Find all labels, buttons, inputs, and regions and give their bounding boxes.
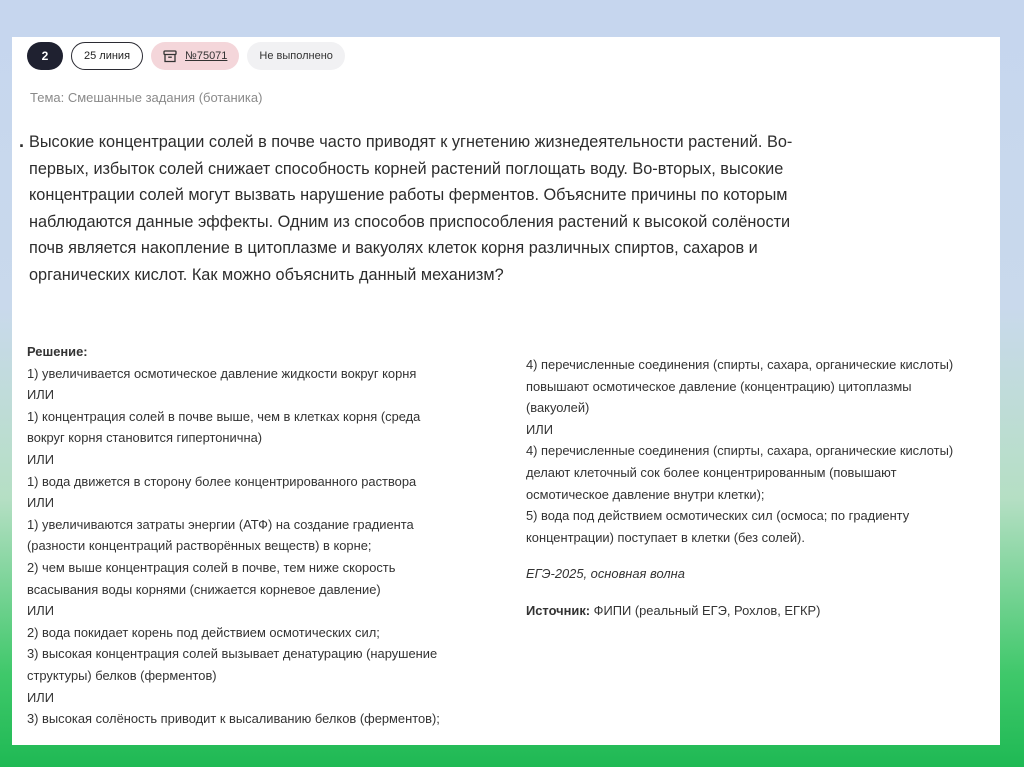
solution-line: 3) высокая солёность приводит к высаливанию белков (ферментов); <box>27 711 440 727</box>
task-id-badge[interactable] <box>151 42 239 70</box>
solution-line: 1) вода движется в сторону более концентрированного раствора <box>27 473 417 489</box>
source-label: Источник: <box>526 602 591 618</box>
solution-line: вокруг корня становится гипертонична) <box>27 430 263 446</box>
solution-line: ИЛИ <box>27 387 54 403</box>
solution-line: повышают осмотическое давление (концентрацию) цитоплазмы <box>526 378 912 394</box>
status-badge: Не выполнено <box>247 42 345 70</box>
task-card <box>12 37 1000 745</box>
solution-line: 2) вода покидает корень под действием осмотических сил; <box>27 624 380 640</box>
bullet-dot: . <box>19 131 25 151</box>
solution-line: 4) перечисленные соединения (спирты, сахара, органические кислоты) <box>526 357 954 372</box>
solution-heading: Решение: <box>27 344 88 359</box>
solution-line: делают клеточный сок более концентрированным (повышают <box>526 464 897 480</box>
solution-line: 3) высокая концентрация солей вызывает денатурацию (нарушение <box>27 646 438 662</box>
line-badge[interactable]: 25 линия <box>71 42 143 70</box>
task-number-badge[interactable]: 2 <box>27 42 63 70</box>
solution-line: 5) вода под действием осмотических сил (осмоса; по градиенту <box>526 508 910 524</box>
source-line <box>526 600 1000 622</box>
solution-line: (вакуолей) <box>526 400 590 416</box>
solution-line: ИЛИ <box>27 689 54 705</box>
solution-line: 4) перечисленные соединения (спирты, сахара, органические кислоты) <box>526 443 954 459</box>
solution-left-column <box>27 341 527 730</box>
spacer <box>526 548 1000 563</box>
solution-line: (разности концентраций растворённых веществ) в корне; <box>27 538 372 554</box>
solution-line: 1) увеличивается осмотическое давление жидкости вокруг корня <box>27 365 417 381</box>
solution-line: всасывания воды корнями (снижается корневое давление) <box>27 581 381 597</box>
topic-label: Тема: Смешанные задания (ботаника) <box>30 90 263 105</box>
archive-icon <box>163 50 177 63</box>
task-id-link[interactable]: №75071 <box>185 50 228 62</box>
solution-line: ИЛИ <box>27 603 54 619</box>
solution-line: ИЛИ <box>27 451 54 467</box>
source-text: ФИПИ (реальный ЕГЭ, Рохлов, ЕГКР) <box>590 602 821 618</box>
solution-right-column <box>526 354 1000 622</box>
solution-line: ИЛИ <box>27 495 54 511</box>
task-badges <box>27 42 345 70</box>
solution-line: концентрации) поступает в клетки (без солей). <box>526 529 805 545</box>
question-text: Высокие концентрации солей в почве часто приводят к угнетению жизнедеятельности растений. Во-первых, избыток солей снижает способность корней растений поглощать воду. Во-вторых, высокие концентрации солей могут вызвать нарушение работы ферментов. Объясните причины по которым наблюдаются данные эффекты. Одним из способов приспособления растений к высокой солёности почв является накопление в цитоплазме и вакуолях клеток корня различных спиртов, сахаров и органических кислот. Как можно объяснить данный механизм? <box>29 133 793 284</box>
question-block <box>19 129 809 288</box>
solution-line: 1) увеличиваются затраты энергии (АТФ) на создание градиента <box>27 516 414 532</box>
solution-line: ИЛИ <box>526 421 553 437</box>
solution-line: осмотическое давление внутри клетки); <box>526 486 765 502</box>
exam-label: ЕГЭ-2025, основная волна <box>526 566 685 582</box>
solution-line: структуры) белков (ферментов) <box>27 667 217 683</box>
spacer <box>526 585 1000 600</box>
solution-line: 2) чем выше концентрация солей в почве, тем ниже скорость <box>27 559 396 575</box>
solution-line: 1) концентрация солей в почве выше, чем в клетках корня (среда <box>27 408 421 424</box>
